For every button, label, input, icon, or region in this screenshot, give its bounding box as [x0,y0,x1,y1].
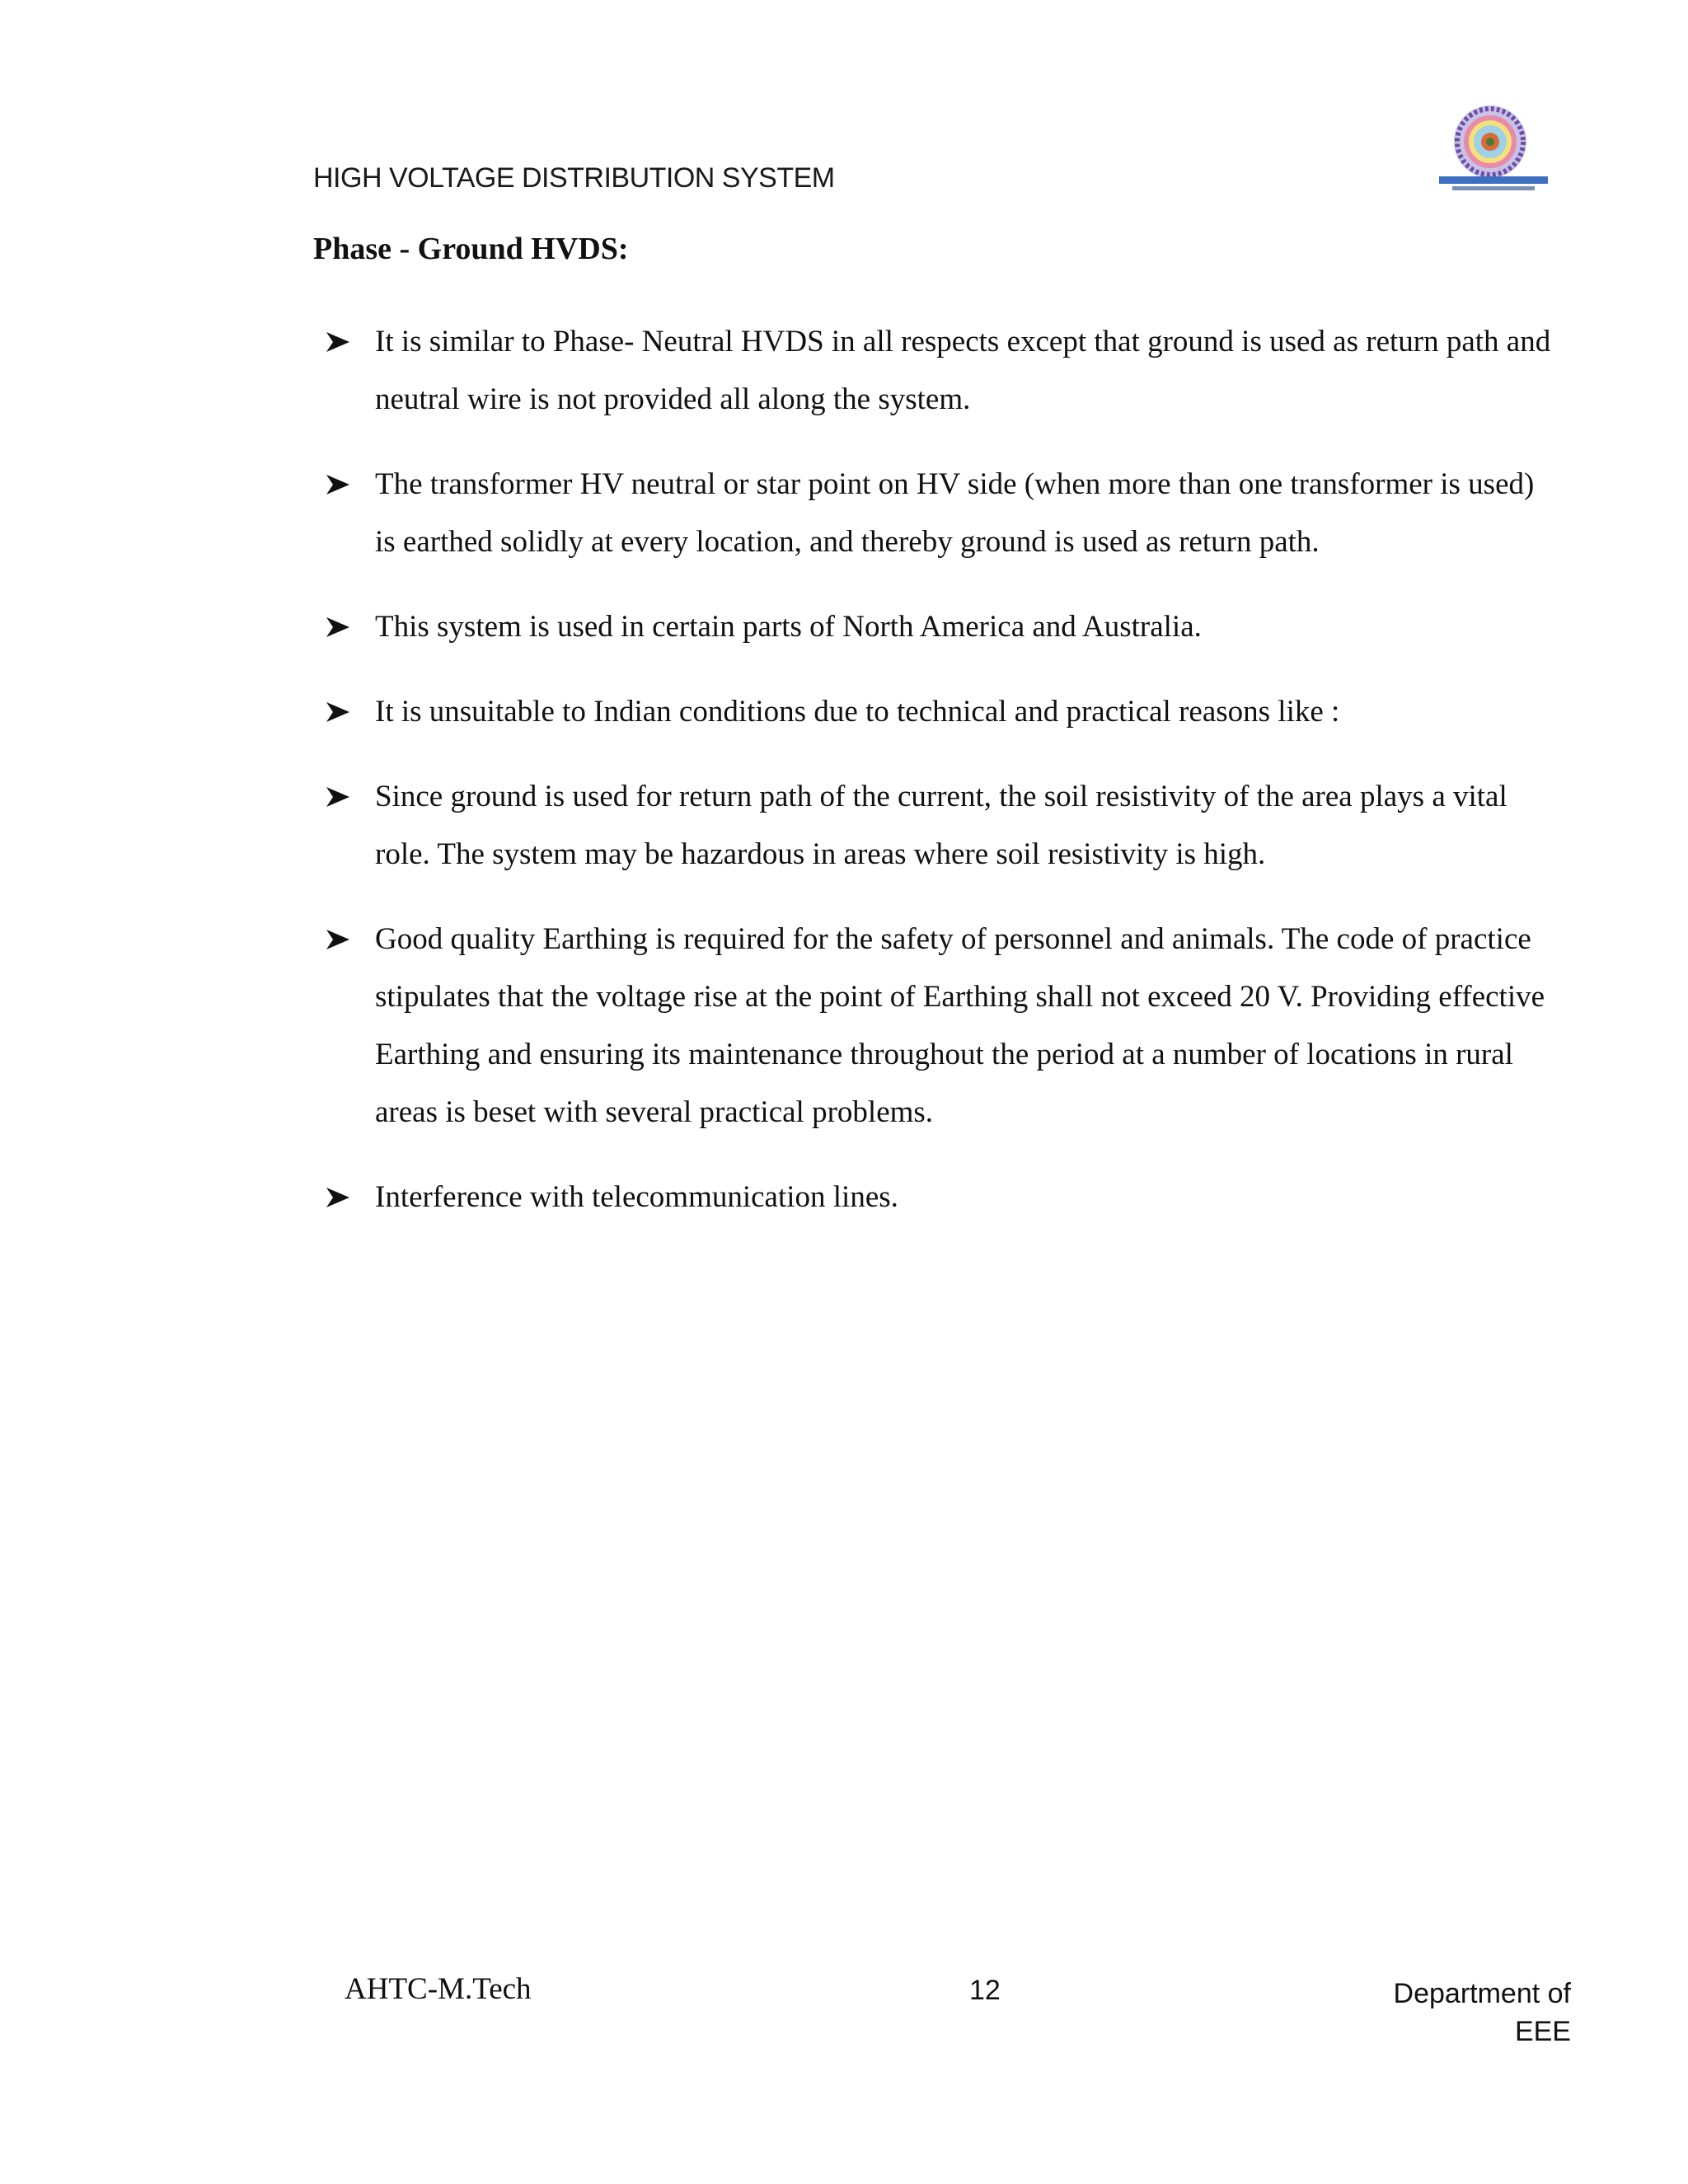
bullet-text: This system is used in certain parts of North America and Australia. [375,610,1202,644]
arrow-bullet-icon [326,683,354,741]
arrow-bullet-icon [326,456,354,513]
bullet-item [326,768,1562,883]
footer-course-label: AHTC-M.Tech [345,1972,532,2006]
footer-department-line1: Department of [1393,1978,1571,2009]
bullet-text: Good quality Earthing is required for the safety of personnel and animals. The code of practice stipulates that the voltage rise at the point of Earthing shall not exceed 20 V. Providing effective Earthing and ensuring its maintenance throughout the period at a number of locations in rural areas is beset with several practical problems. [375,922,1545,1129]
bullet-text: Since ground is used for return path of the current, the soil resistivity of the area plays a vital role. The system may be hazardous in areas where soil resistivity is high. [375,780,1507,871]
bullet-text: Interference with telecommunication lines. [375,1180,898,1214]
bullet-text: It is similar to Phase- Neutral HVDS in all respects except that ground is used as return path and neutral wire is not provided all along the system. [375,325,1551,416]
footer-department [1394,1975,1571,2050]
institution-seal-icon [1437,99,1550,194]
footer-department-line2: EEE [1514,2016,1571,2047]
bullet-item [326,313,1562,429]
arrow-bullet-icon [326,768,354,826]
bullet-item [326,456,1562,571]
running-header: HIGH VOLTAGE DISTRIBUTION SYSTEM [313,162,835,194]
bullet-text: The transformer HV neutral or star point on HV side (when more than one transformer is used) is earthed solidly at every location, and thereby ground is used as return path. [375,467,1535,559]
bullet-list [326,313,1562,1254]
bullet-item [326,1169,1562,1226]
bullet-item [326,683,1562,741]
bullet-item [326,598,1562,656]
section-title: Phase - Ground HVDS: [313,232,629,266]
arrow-bullet-icon [326,911,354,968]
arrow-bullet-icon [326,313,354,371]
page-number: 12 [969,1975,1001,2006]
arrow-bullet-icon [326,1169,354,1226]
arrow-bullet-icon [326,598,354,656]
bullet-item [326,911,1562,1141]
bullet-text: It is unsuitable to Indian conditions due to technical and practical reasons like : [375,695,1340,729]
